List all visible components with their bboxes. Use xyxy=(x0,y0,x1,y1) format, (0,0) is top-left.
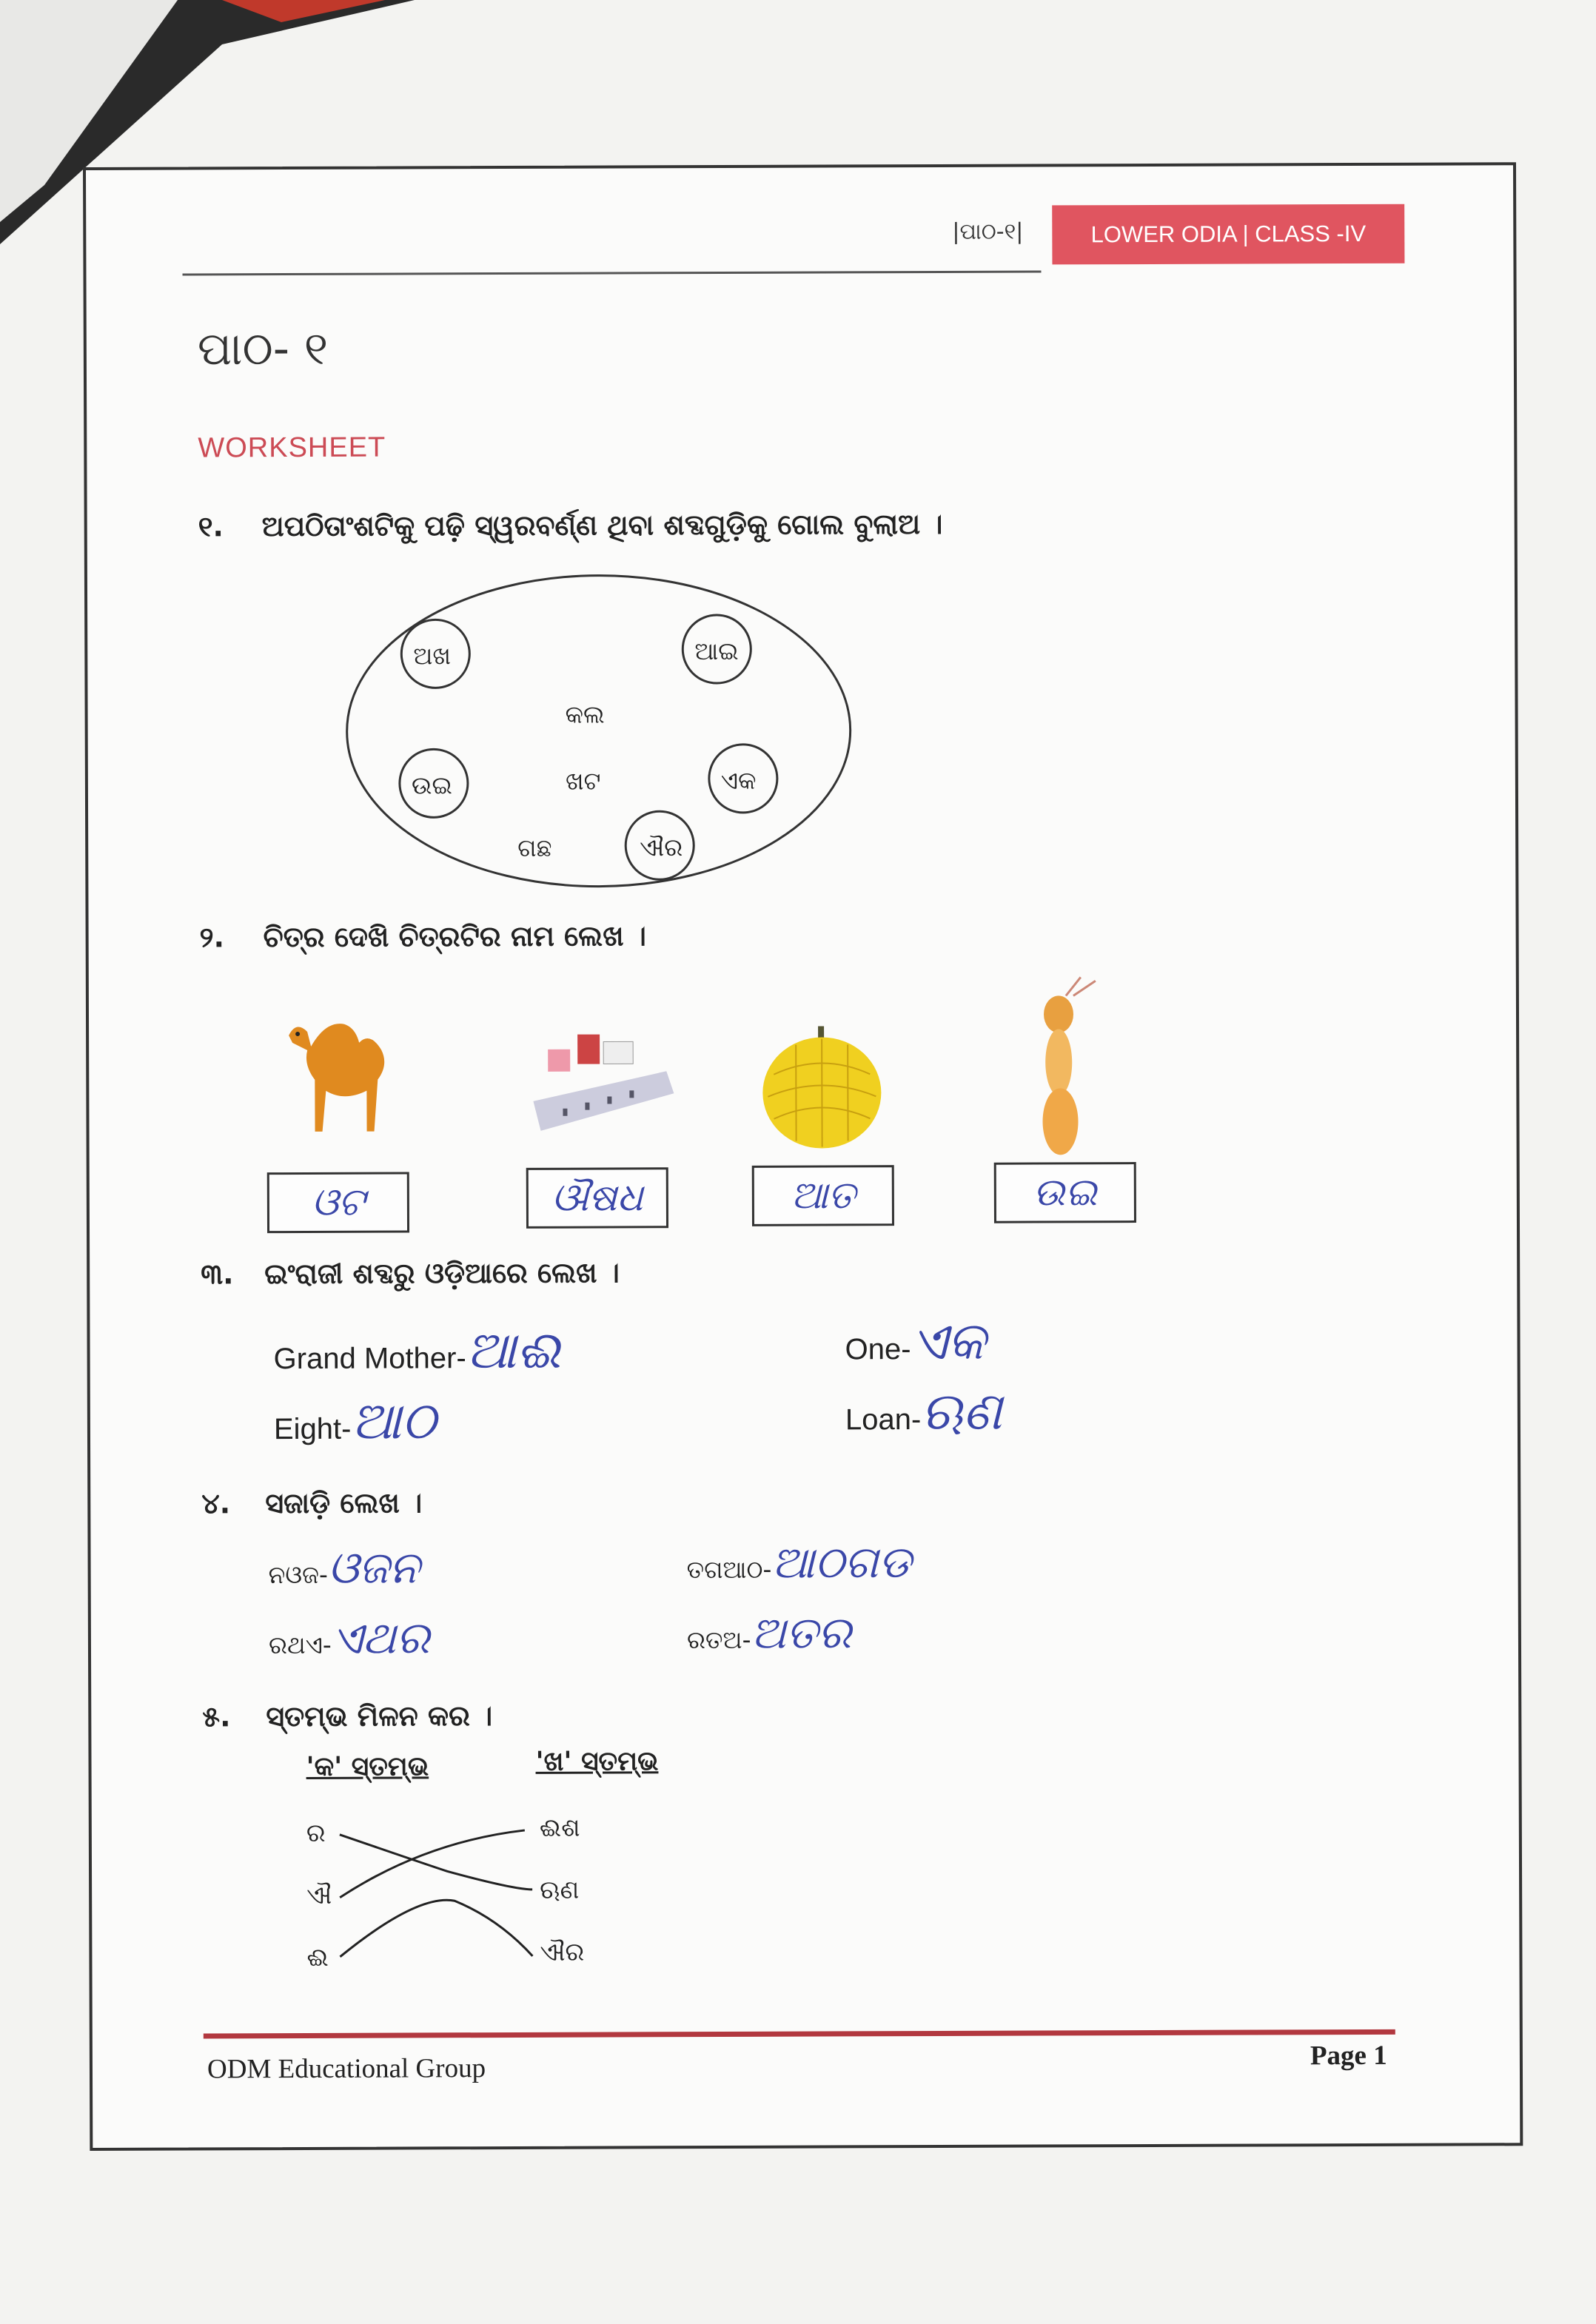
word-oval xyxy=(332,567,866,895)
answer-box: ଆତ xyxy=(752,1165,894,1226)
q3-item xyxy=(273,1320,561,1382)
handwritten-answer: ଋଣ xyxy=(921,1380,1002,1443)
question-3 xyxy=(201,1256,620,1291)
question-4 xyxy=(201,1486,422,1520)
question-5-number: ୫. xyxy=(202,1700,231,1733)
q3-label: One- xyxy=(845,1333,911,1366)
q4-label: ନଓଜ- xyxy=(268,1559,328,1590)
question-1-number: ୧. xyxy=(198,510,224,543)
q4-label: ରଥଏ- xyxy=(268,1630,332,1660)
question-3-text: ଇଂରାଜୀ ଶବ୍ଦରୁ ଓଡ଼ିଆରେ ଲେଖ । xyxy=(264,1256,620,1291)
question-2 xyxy=(200,919,646,954)
handwritten-answer: ଏଥର xyxy=(331,1612,430,1665)
q4-item xyxy=(686,1537,911,1589)
handwritten-answer: ଆଠ xyxy=(351,1390,437,1451)
medicines-icon xyxy=(518,1019,682,1146)
question-4-number: ୪. xyxy=(201,1487,231,1520)
q4-item xyxy=(268,1542,420,1594)
answer-box: ଔଷଧ xyxy=(526,1167,668,1229)
handwritten-answer: ଓଜନ xyxy=(327,1542,420,1594)
match-line xyxy=(340,1830,525,1898)
handwritten-answer: ଅତର xyxy=(751,1607,852,1659)
column-a-item: ର xyxy=(306,1818,326,1848)
column-a-item: ଐ xyxy=(306,1880,332,1910)
worksheet-label: WORKSHEET xyxy=(198,431,386,464)
worksheet-page xyxy=(83,162,1523,2151)
header-lesson-code: |ପାଠ-୧| xyxy=(952,218,1024,245)
match-line xyxy=(340,1900,532,1957)
oval-word: ଅଖ xyxy=(413,641,452,671)
oval-word: ଏକ xyxy=(720,765,757,795)
question-5-text: ସ୍ତମ୍ଭ ମିଳନ କର । xyxy=(266,1699,493,1733)
question-5 xyxy=(202,1699,492,1733)
footer-organization: ODM Educational Group xyxy=(207,2053,486,2085)
column-b-item: ଈଶ xyxy=(539,1813,580,1843)
column-b-item: ଐର xyxy=(540,1937,585,1967)
header-rule xyxy=(183,270,1042,275)
question-4-text: ସଜାଡ଼ି ଲେଖ । xyxy=(265,1486,423,1520)
column-a-header: 'କ' ସ୍ତମ୍ଭ xyxy=(306,1751,429,1782)
oval-word: କଲ xyxy=(565,699,605,729)
q3-label: Grand Mother- xyxy=(273,1342,466,1376)
oval-word: ଆଇ xyxy=(694,636,739,666)
q3-label: Loan- xyxy=(845,1403,922,1437)
custard-apple-icon xyxy=(751,1022,893,1156)
oval-word: ଉଇ xyxy=(411,770,452,800)
question-1 xyxy=(198,508,943,544)
question-1-text: ଅପଠିତାଂଶଟିକୁ ପଢ଼ି ସ୍ୱରବର୍ଣ୍ଣ ଥିବା ଶବ୍ଦଗୁଡ଼ିକୁ ଗୋଲ ବୁଲାଅ । xyxy=(261,507,943,543)
q3-item xyxy=(845,1381,1002,1443)
q4-label: ତଗଆଠ- xyxy=(686,1554,772,1585)
handwritten-answer: ଏକ xyxy=(911,1310,986,1372)
termite-icon xyxy=(999,973,1119,1159)
oval-word: ଗଛ xyxy=(517,833,552,862)
question-3-number: ୩. xyxy=(201,1257,234,1291)
question-2-text: ଚିତ୍ର ଦେଖି ଚିତ୍ରଟିର ନାମ ଲେଖ । xyxy=(263,919,647,954)
footer-rule xyxy=(204,2029,1395,2039)
lesson-title: ପାଠ- ୧ xyxy=(197,320,329,376)
column-b-header: 'ଖ' ସ୍ତମ୍ଭ xyxy=(535,1746,659,1777)
header-class-band: LOWER ODIA | CLASS -IV xyxy=(1052,204,1404,265)
q3-item xyxy=(274,1390,436,1452)
q4-label: ରତଅ- xyxy=(686,1625,751,1655)
answer-box: ଓଟ xyxy=(267,1172,409,1233)
question-2-number: ୨. xyxy=(199,921,225,954)
footer-page-number: Page 1 xyxy=(1310,2040,1387,2072)
column-a-item: ଈ xyxy=(306,1942,329,1972)
handwritten-answer: ଆଈ xyxy=(466,1319,562,1381)
oval-word: ଐର xyxy=(640,833,683,862)
camel-icon xyxy=(266,1006,400,1155)
handwritten-answer: ଆଠଗଡ xyxy=(771,1537,912,1589)
q4-item xyxy=(687,1607,851,1659)
q3-label: Eight- xyxy=(273,1412,352,1446)
q4-item xyxy=(269,1612,430,1665)
q3-item xyxy=(845,1311,985,1373)
match-line xyxy=(340,1834,532,1890)
match-lines xyxy=(336,1812,544,1975)
answer-box: ଉଇ xyxy=(994,1162,1136,1223)
oval-word: ଖଟ xyxy=(565,766,601,796)
column-b-item: ଋଣ xyxy=(540,1875,580,1905)
